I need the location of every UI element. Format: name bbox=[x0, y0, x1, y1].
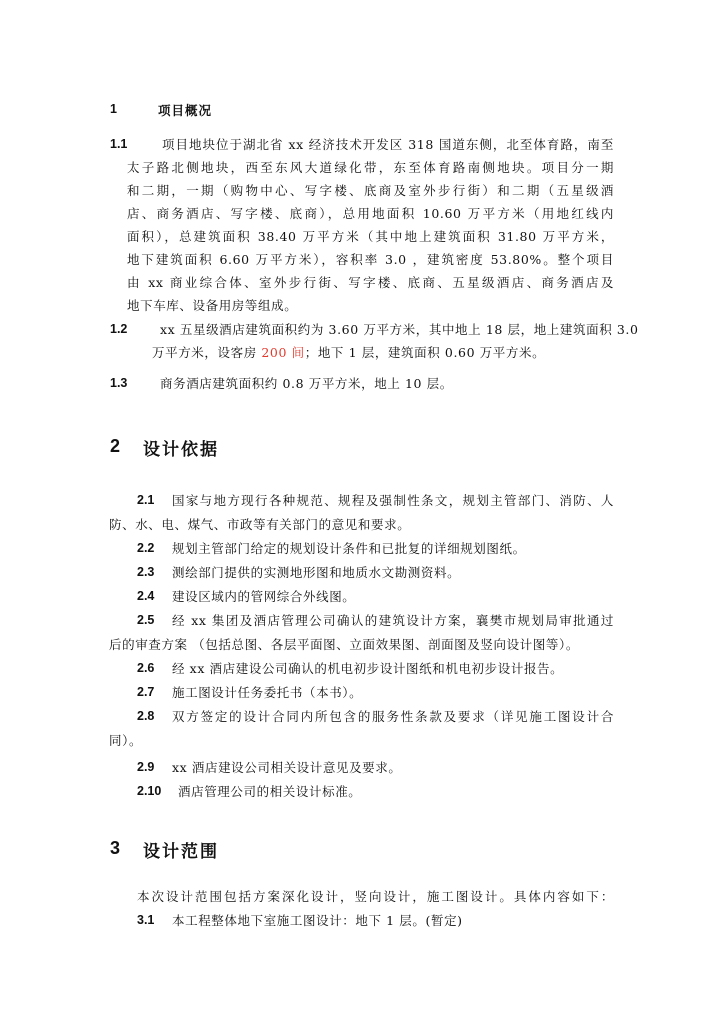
item-2-10-text: 酒店管理公司的相关设计标准。 bbox=[178, 784, 362, 799]
item-2-8-line2: 同）。 bbox=[109, 733, 143, 748]
item-2-10-number: 2.10 bbox=[137, 784, 162, 798]
item-1-1-line: 项目地块位于湖北省 xx 经济技术开发区 318 国道东侧，北至体育路，南至 bbox=[162, 137, 614, 152]
item-2-5-line1: 经 xx 集团及酒店管理公司确认的建筑设计方案，襄樊市规划局审批通过 bbox=[172, 613, 614, 628]
section-1-number: 1 bbox=[110, 102, 117, 116]
item-1-1-line: 地下车库、设备用房等组成。 bbox=[127, 298, 298, 313]
item-2-9-text: xx 酒店建设公司相关设计意见及要求。 bbox=[172, 760, 402, 775]
item-1-2-line2: 万平方米，设客房 200 间；地下 1 层，建筑面积 0.60 万平方米。 bbox=[152, 345, 546, 360]
item-2-1-line2: 防、水、电、煤气、市政等有关部门的意见和要求。 bbox=[109, 517, 411, 532]
item-2-6-text: 经 xx 酒店建设公司确认的机电初步设计图纸和机电初步设计报告。 bbox=[172, 661, 564, 676]
item-1-2-line1: xx 五星级酒店建筑面积约为 3.60 万平方米，其中地上 18 层，地上建筑面积 3.0 bbox=[160, 322, 639, 337]
item-2-1-line1: 国家与地方现行各种规范、规程及强制性条文，规划主管部门、消防、人 bbox=[172, 493, 614, 508]
item-2-1-number: 2.1 bbox=[137, 493, 155, 507]
item-2-7-text: 施工图设计任务委托书（本书）。 bbox=[172, 685, 363, 700]
item-2-8-line1: 双方签定的设计合同内所包含的服务性条款及要求（详见施工图设计合 bbox=[172, 709, 614, 724]
item-1-1-line: 面积），总建筑面积 38.40 万平方米（其中地上建筑面积 31.80 万平方米， bbox=[127, 229, 614, 244]
item-2-4-text: 建设区域内的管网综合外线图。 bbox=[172, 589, 356, 604]
item-1-1-line: 太子路北侧地块，西至东风大道绿化带，东至体育路南侧地块。项目分一期 bbox=[127, 160, 614, 175]
item-3-1-number: 3.1 bbox=[137, 913, 155, 927]
item-2-8-number: 2.8 bbox=[137, 709, 155, 723]
item-1-1-number: 1.1 bbox=[110, 137, 128, 151]
item-1-1-line: 由 xx 商业综合体、室外步行街、写字楼、底商、五星级酒店、商务酒店及 bbox=[127, 275, 614, 290]
item-2-5-number: 2.5 bbox=[137, 613, 155, 627]
item-1-2-number: 1.2 bbox=[110, 322, 128, 336]
item-2-7-number: 2.7 bbox=[137, 685, 155, 699]
item-2-6-number: 2.6 bbox=[137, 661, 155, 675]
item-2-3-number: 2.3 bbox=[137, 565, 155, 579]
item-2-4-number: 2.4 bbox=[137, 589, 155, 603]
section-3-intro: 本次设计范围包括方案深化设计，竖向设计，施工图设计。具体内容如下： bbox=[137, 889, 614, 904]
item-2-5-line2: 后的审查方案 （包括总图、各层平面图、立面效果图、剖面图及竖向设计图等）。 bbox=[109, 637, 579, 652]
item-2-2-text: 规划主管部门给定的规划设计条件和已批复的详细规划图纸。 bbox=[172, 541, 526, 556]
section-1-title: 项目概况 bbox=[158, 103, 213, 118]
section-2-number: 2 bbox=[110, 436, 121, 456]
item-1-3-text: 商务酒店建筑面积约 0.8 万平方米，地上 10 层。 bbox=[160, 376, 453, 391]
item-3-1-text: 本工程整体地下室施工图设计：地下 1 层。(暂定) bbox=[172, 913, 463, 928]
section-2-title: 设计依据 bbox=[143, 440, 219, 460]
section-3-title: 设计范围 bbox=[143, 842, 219, 862]
item-2-3-text: 测绘部门提供的实测地形图和地质水文勘测资料。 bbox=[172, 565, 461, 580]
section-3-number: 3 bbox=[110, 838, 121, 858]
item-1-3-number: 1.3 bbox=[110, 376, 128, 390]
item-2-9-number: 2.9 bbox=[137, 760, 155, 774]
item-2-2-number: 2.2 bbox=[137, 541, 155, 555]
room-count-highlight: 200 间 bbox=[261, 345, 305, 360]
item-1-1-line: 地下建筑面积 6.60 万平方米），容积率 3.0 ，建筑密度 53.80%。整个项目 bbox=[127, 252, 614, 267]
item-1-1-line: 和二期，一期（购物中心、写字楼、底商及室外步行街）和二期（五星级酒 bbox=[127, 183, 614, 198]
item-1-1-line: 店、商务酒店、写字楼、底商），总用地面积 10.60 万平方米（用地红线内 bbox=[127, 206, 614, 221]
